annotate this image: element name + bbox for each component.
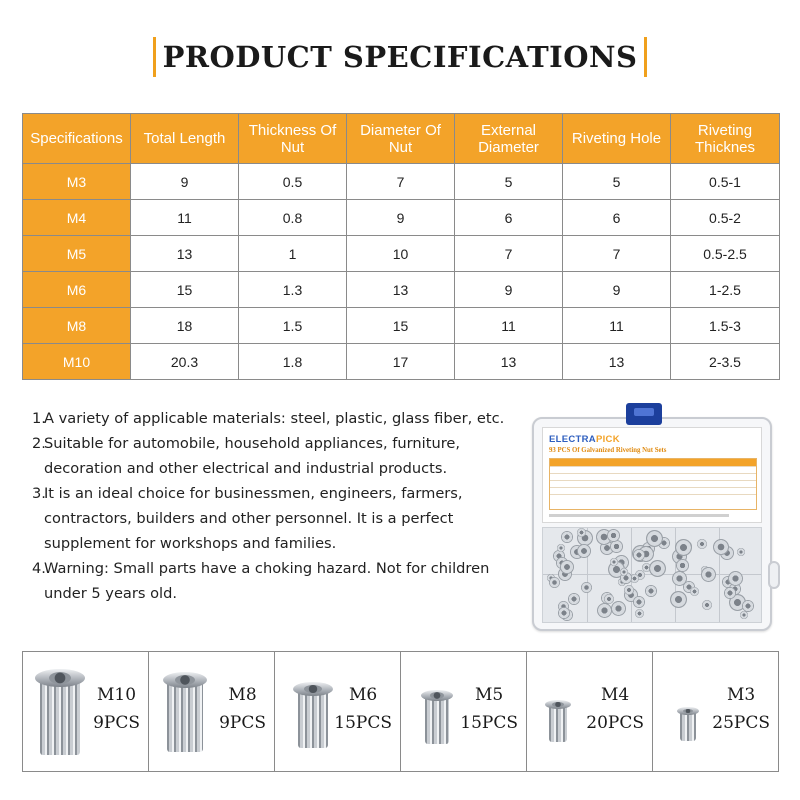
page-title: PRODUCT SPECIFICATIONS [162, 40, 638, 74]
nut-piece [577, 544, 591, 558]
col-header: Riveting Hole [563, 114, 671, 164]
nut-piece [645, 585, 657, 597]
table-cell: 1-2.5 [671, 272, 780, 308]
nut-piece [611, 601, 626, 616]
nut-piece [697, 539, 707, 549]
box-tagline: 93 PCS Of Galvanized Riveting Nut Sets [549, 447, 667, 454]
feature-item [32, 406, 507, 431]
table-row [23, 344, 780, 380]
rivet-nut-m6-icon [293, 682, 333, 748]
table-row [23, 308, 780, 344]
table-cell: 1.8 [239, 344, 347, 380]
table-cell: 7 [563, 236, 671, 272]
table-cell: 13 [455, 344, 563, 380]
table-cell: 1.3 [239, 272, 347, 308]
table-row [23, 236, 780, 272]
table-cell: 9 [563, 272, 671, 308]
nut-piece [742, 600, 754, 612]
quantity-label [219, 681, 266, 737]
table-cell: 6 [563, 200, 671, 236]
mini-spec-table [549, 458, 757, 510]
box-label [542, 427, 762, 523]
size-label: M3 [727, 685, 756, 705]
quantity-label [460, 681, 518, 737]
nut-piece [728, 571, 743, 586]
col-header: Riveting Thicknes [671, 114, 780, 164]
feature-number: 2. [32, 435, 46, 452]
col-header: Total Length [131, 114, 239, 164]
table-row [23, 164, 780, 200]
table-cell: 10 [347, 236, 455, 272]
feature-item [32, 556, 507, 606]
size-label: M8 [228, 685, 257, 705]
table-cell: 18 [131, 308, 239, 344]
col-header: External Diameter [455, 114, 563, 164]
nut-piece [581, 582, 592, 593]
box-clasp-inner [634, 408, 654, 416]
table-row [23, 272, 780, 308]
quantity-cell-m8 [149, 652, 275, 771]
table-cell: 6 [455, 200, 563, 236]
size-label: M6 [349, 685, 378, 705]
brand-name-a: ELECTRA [549, 434, 596, 445]
col-header: Thickness Of Nut [239, 114, 347, 164]
nut-piece [724, 587, 736, 599]
table-cell: 9 [455, 272, 563, 308]
count-label: 9PCS [219, 713, 266, 733]
nut-piece [635, 609, 644, 618]
table-cell: 15 [131, 272, 239, 308]
feature-number: 4. [32, 560, 46, 577]
feature-item [32, 431, 507, 481]
nut-piece [549, 577, 560, 588]
brand-name-b: PICK [595, 434, 620, 445]
rivet-nut-m10-icon [35, 669, 85, 755]
table-cell: 7 [347, 164, 455, 200]
table-cell: 11 [455, 308, 563, 344]
table-cell: 5 [455, 164, 563, 200]
title-right-bar [644, 37, 647, 77]
size-label: M4 [601, 685, 630, 705]
title-banner [0, 36, 800, 78]
brand-logo [549, 434, 620, 445]
spec-cell: M6 [23, 272, 131, 308]
col-header: Specifications [23, 114, 131, 164]
table-cell: 11 [563, 308, 671, 344]
table-cell: 20.3 [131, 344, 239, 380]
nut-piece [577, 528, 586, 537]
feature-item [32, 481, 507, 556]
nut-piece [624, 585, 634, 595]
table-cell: 0.5-1 [671, 164, 780, 200]
nut-piece [620, 568, 628, 576]
nut-piece [633, 549, 645, 561]
nut-piece [610, 558, 618, 566]
table-cell: 1 [239, 236, 347, 272]
quantity-cell-m3 [653, 652, 778, 771]
count-label: 9PCS [93, 713, 140, 733]
table-cell: 17 [347, 344, 455, 380]
nut-piece [713, 539, 729, 555]
box-hinge [768, 561, 780, 589]
table-cell: 0.5-2 [671, 200, 780, 236]
count-label: 25PCS [712, 713, 770, 733]
table-cell: 9 [347, 200, 455, 236]
rivet-nut-m4-icon [545, 700, 571, 742]
nut-piece [558, 607, 570, 619]
nut-piece [607, 529, 620, 542]
feature-text: Suitable for automobile, household appliances, furniture, decoration and other electrical and industrial products. [44, 435, 460, 477]
count-label: 15PCS [334, 713, 392, 733]
spec-cell: M8 [23, 308, 131, 344]
nut-piece [701, 567, 716, 582]
box-compartments [542, 527, 762, 623]
nut-piece [702, 600, 712, 610]
rivet-nut-m3-icon [677, 707, 699, 741]
rivet-nut-m5-icon [421, 690, 453, 744]
quantity-cell-m6 [275, 652, 401, 771]
spec-cell: M10 [23, 344, 131, 380]
nut-piece [561, 531, 573, 543]
table-cell: 13 [347, 272, 455, 308]
table-header-row [23, 114, 780, 164]
feature-number: 1. [32, 410, 46, 427]
quantity-cell-m5 [401, 652, 527, 771]
table-cell: 2-3.5 [671, 344, 780, 380]
nut-piece [737, 548, 745, 556]
nut-piece [649, 560, 666, 577]
size-label: M5 [475, 685, 504, 705]
spec-table [22, 113, 780, 380]
table-cell: 5 [563, 164, 671, 200]
spec-cell: M5 [23, 236, 131, 272]
product-box-image [522, 403, 780, 633]
title-left-bar [153, 37, 156, 77]
table-cell: 11 [131, 200, 239, 236]
nut-piece [560, 560, 574, 574]
quantity-cell-m4 [527, 652, 653, 771]
quantity-cell-m10 [23, 652, 149, 771]
quantity-label [93, 681, 140, 737]
spec-cell: M3 [23, 164, 131, 200]
feature-text: It is an ideal choice for businessmen, engineers, farmers, contractors, builders and other personnel. It is a perfect supplement for workshops and families. [44, 485, 463, 552]
label-fineprint [549, 514, 729, 517]
table-cell: 13 [563, 344, 671, 380]
feature-text: Warning: Small parts have a choking hazard. Not for children under 5 years old. [44, 560, 490, 602]
quantity-label [712, 681, 770, 737]
feature-text: A variety of applicable materials: steel, plastic, glass fiber, etc. [44, 410, 505, 427]
table-cell: 0.8 [239, 200, 347, 236]
table-cell: 15 [347, 308, 455, 344]
quantity-strip [22, 651, 779, 772]
nut-piece [670, 591, 687, 608]
nut-piece [690, 587, 699, 596]
count-label: 20PCS [586, 713, 644, 733]
table-cell: 9 [131, 164, 239, 200]
count-label: 15PCS [460, 713, 518, 733]
table-cell: 1.5-3 [671, 308, 780, 344]
quantity-label [334, 681, 392, 737]
nut-piece [557, 544, 565, 552]
nut-piece [740, 611, 748, 619]
nut-piece [646, 530, 663, 547]
feature-number: 3. [32, 485, 46, 502]
feature-list [32, 406, 507, 606]
nut-piece [672, 571, 687, 586]
nut-piece [675, 539, 692, 556]
table-cell: 1.5 [239, 308, 347, 344]
rivet-nut-m8-icon [163, 672, 207, 752]
nut-piece [676, 559, 689, 572]
table-cell: 0.5 [239, 164, 347, 200]
nut-piece [568, 593, 580, 605]
size-label: M10 [97, 685, 137, 705]
nut-piece [597, 603, 612, 618]
nut-piece [633, 596, 645, 608]
quantity-label [586, 681, 644, 737]
col-header: Diameter Of Nut [347, 114, 455, 164]
table-row [23, 200, 780, 236]
table-cell: 13 [131, 236, 239, 272]
spec-cell: M4 [23, 200, 131, 236]
table-cell: 7 [455, 236, 563, 272]
table-cell: 0.5-2.5 [671, 236, 780, 272]
